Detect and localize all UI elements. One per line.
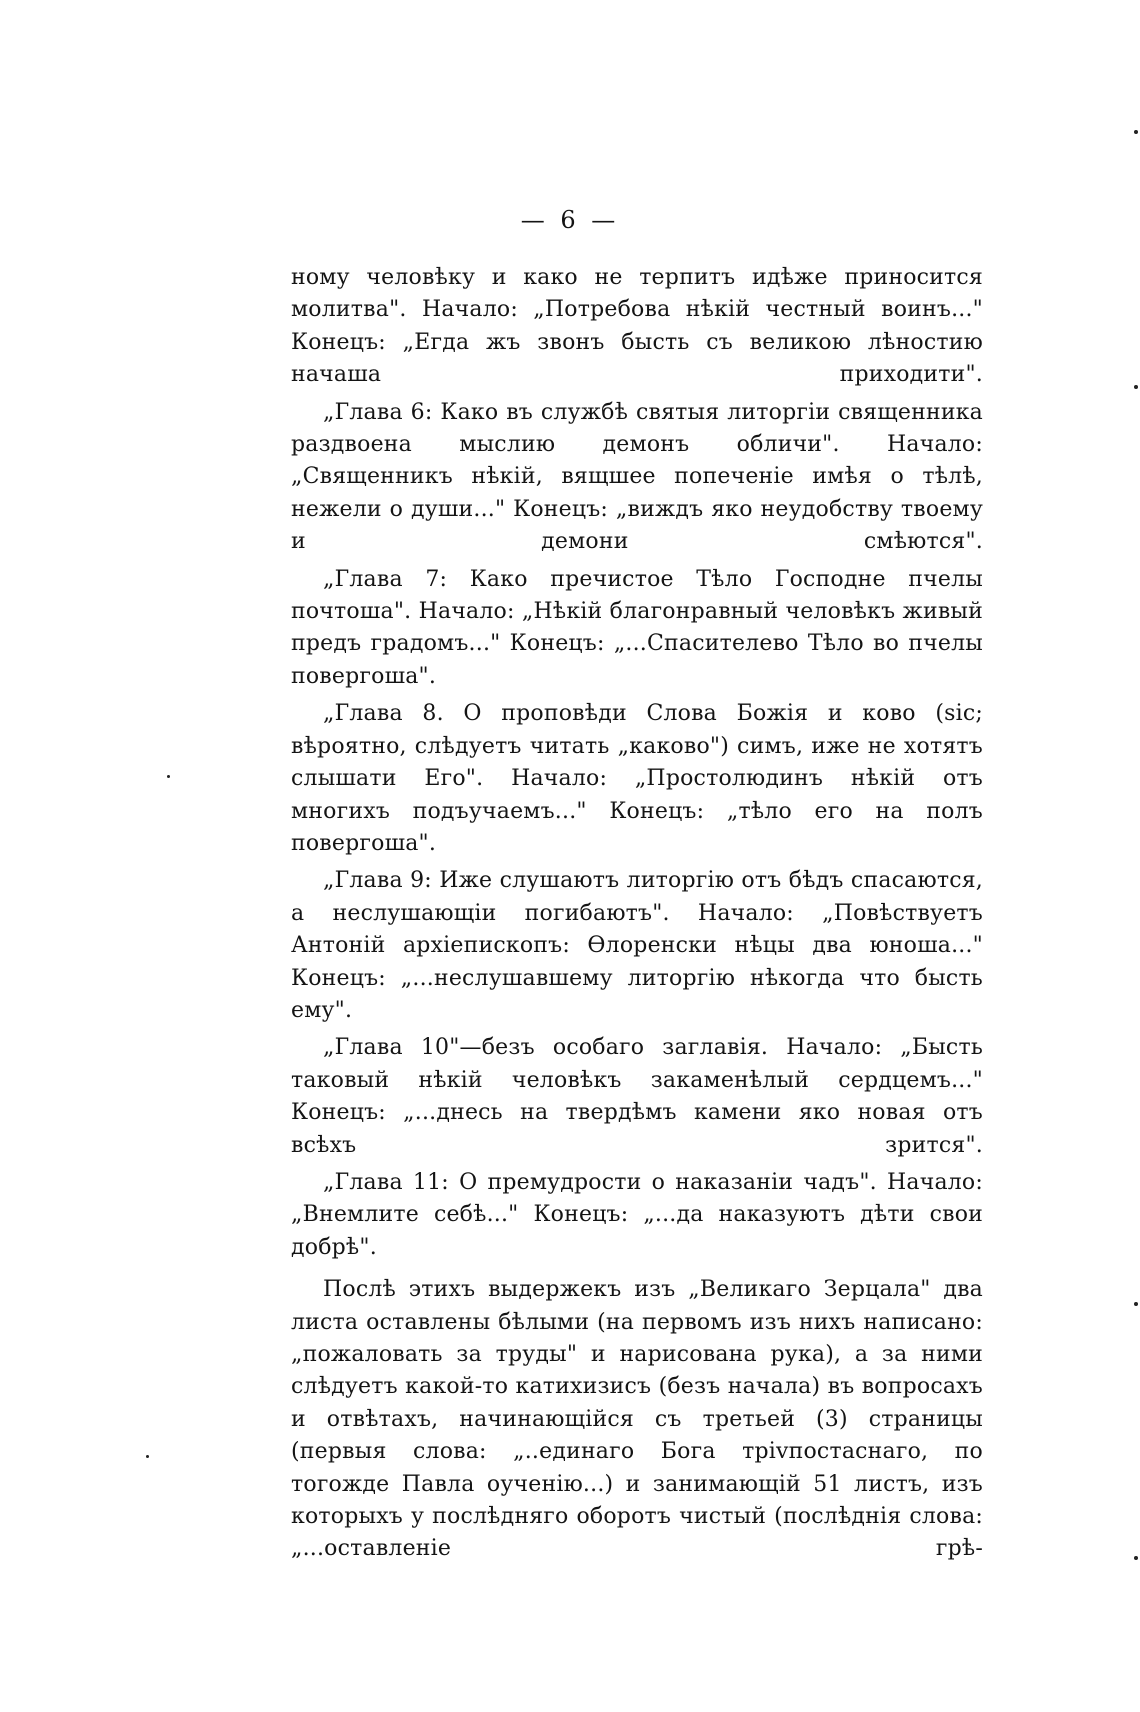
paragraph-chapter-8: „Глава 8. О проповѣди Слова Божія и ково (sic; вѣроятно, слѣдуетъ читать „каково") симъ, иже не хотятъ слышати Его". Начало: „Простолюдинъ нѣкій отъ многихъ подъучаемъ..." Конецъ: „тѣло его на полъ повергоша". [291, 701, 983, 856]
paragraph-chapter-6: „Глава 6: Како въ службѣ святыя литоргіи священника раздвоена мыслию демонъ обличи". Начало: „Священникъ нѣкій, вящшее попеченіе имѣя о тѣлѣ, нежели о души..." Конецъ: „виждъ яко неудобству твоему и демони смѣются". [291, 399, 983, 555]
scan-speck [1134, 1556, 1138, 1560]
scan-speck [1134, 1302, 1138, 1306]
paragraph-continuation: ному человѣку и како не терпитъ идѣже приносится молитва". Начало: „Потребова нѣкій честный воинъ..." Конецъ: „Егда жъ звонъ бысть съ великою лѣностию начаша приходити". [291, 265, 983, 388]
scan-speck [146, 1455, 149, 1458]
paragraph-chapter-7: „Глава 7: Како пречистое Тѣло Господне пчелы почтоша". Начало: „Нѣкій благонравный человѣкъ живый предъ градомъ..." Конецъ: „...Спасителево Тѣло во пчелы повергоша". [291, 566, 983, 689]
paragraph-chapter-10: „Глава 10"—безъ особаго заглавія. Начало: „Бысть таковый нѣкій человѣкъ закаменѣлый сердцемъ..." Конецъ: „...днесь на твердѣмъ камени яко новая отъ всѣхъ зрится". [291, 1035, 983, 1158]
page-body [291, 262, 983, 1571]
page-number: — 6 — [520, 206, 620, 234]
scan-speck [167, 775, 170, 778]
paragraph-chapter-9: „Глава 9: Иже слушаютъ литоргію отъ бѣдъ спасаются, а неслушающіи погибаютъ". Начало: „Повѣствуетъ Антоній архіепископъ: Ѳлоренски нѣцы два юноша..." Конецъ: „...неслушавшему литоргію нѣкогда что бысть ему". [291, 868, 983, 1023]
paragraph-after-excerpts: Послѣ этихъ выдержекъ изъ „Великаго Зерцала" два листа оставлены бѣлыми (на первомъ изъ нихъ написано: „пожаловать за труды" и нарисована рука), а за ними слѣдуетъ какой-то катихизисъ (безъ начала) въ вопросахъ и отвѣтахъ, начинающійся съ третьей (3) страницы (первыя слова: „..единаго Бога тріvпостаснаго, по тогожде Павла оученію...) и занимающій 51 листъ, изъ которыхъ у послѣдняго оборотъ чистый (послѣднія слова: „...оставленіе грѣ- [291, 1277, 983, 1562]
scan-speck [1134, 385, 1138, 389]
paragraph-chapter-11: „Глава 11: О премудрости о наказаніи чадъ". Начало: „Внемлите себѣ..." Конецъ: „...да наказуютъ дѣти свои добрѣ". [291, 1169, 983, 1260]
scan-speck [1134, 130, 1138, 134]
